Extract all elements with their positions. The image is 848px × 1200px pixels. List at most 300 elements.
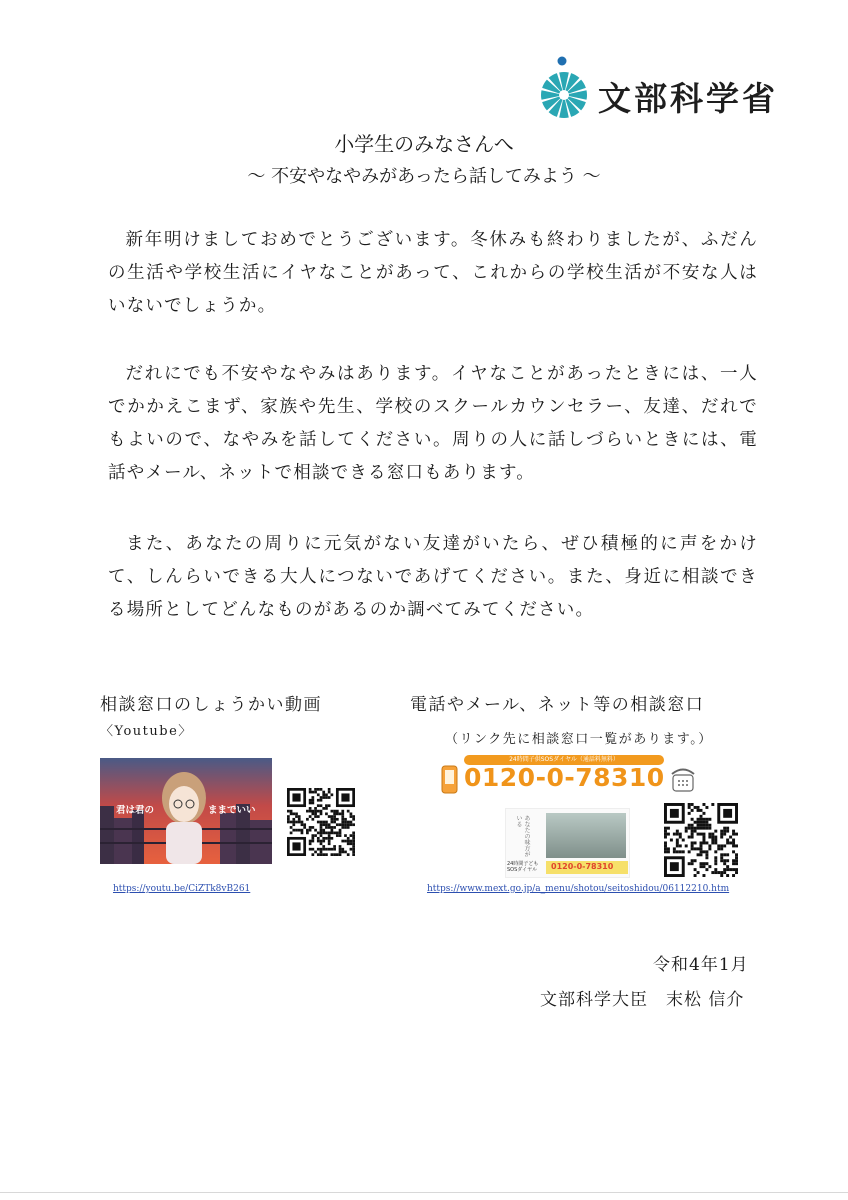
qr-finder xyxy=(292,842,300,850)
qr-module xyxy=(306,810,309,813)
qr-module xyxy=(723,853,726,856)
qr-module xyxy=(320,842,323,845)
qr-module xyxy=(705,827,708,830)
poster-tagline: あなたの味方がいる xyxy=(515,815,530,857)
qr-module xyxy=(328,796,331,799)
paragraph-advice xyxy=(108,358,758,490)
qr-module xyxy=(711,803,714,806)
qr-module xyxy=(290,810,293,813)
qr-module xyxy=(700,818,703,821)
qr-module xyxy=(298,821,301,824)
qr-module xyxy=(714,871,717,874)
qr-module xyxy=(717,847,720,850)
qr-module xyxy=(723,833,726,836)
qr-module xyxy=(292,823,295,826)
qr-module xyxy=(732,844,735,847)
qr-module xyxy=(352,832,355,835)
qr-module xyxy=(676,830,679,833)
qr-module xyxy=(726,859,729,862)
qr-module xyxy=(694,841,697,844)
qr-module xyxy=(301,821,304,824)
qr-module xyxy=(350,812,353,815)
qr-module xyxy=(344,826,347,829)
qr-module xyxy=(697,847,700,850)
qr-module xyxy=(732,868,735,871)
qr-module xyxy=(298,818,301,821)
qr-module xyxy=(322,840,325,843)
qr-module xyxy=(344,834,347,837)
qr-module xyxy=(309,842,312,845)
qr-module xyxy=(691,824,694,827)
qr-module xyxy=(336,810,339,813)
qr-module xyxy=(328,848,331,851)
qr-module xyxy=(732,839,735,842)
qr-module xyxy=(325,848,328,851)
paragraph-greeting xyxy=(108,224,758,323)
qr-module xyxy=(320,848,323,851)
qr-module xyxy=(700,847,703,850)
qr-module xyxy=(726,827,729,830)
mobile-phone-icon xyxy=(440,765,460,795)
qr-module xyxy=(314,834,317,837)
qr-module xyxy=(322,823,325,826)
qr-module xyxy=(702,824,705,827)
qr-module xyxy=(344,823,347,826)
qr-code-left[interactable] xyxy=(287,788,355,856)
qr-module xyxy=(735,862,738,865)
qr-module xyxy=(328,832,331,835)
qr-module xyxy=(339,829,342,832)
qr-module xyxy=(708,836,711,839)
qr-module xyxy=(317,848,320,851)
scan-edge-line xyxy=(0,1192,848,1193)
qr-module xyxy=(735,853,738,856)
qr-module xyxy=(700,824,703,827)
qr-module xyxy=(702,862,705,865)
qr-module xyxy=(350,848,353,851)
qr-module xyxy=(702,874,705,877)
qr-module xyxy=(317,799,320,802)
qr-module xyxy=(735,844,738,847)
qr-module xyxy=(320,788,323,791)
qr-module xyxy=(320,832,323,835)
qr-module xyxy=(711,833,714,836)
qr-module xyxy=(292,829,295,832)
qr-module xyxy=(673,850,676,853)
qr-module xyxy=(325,826,328,829)
qr-module xyxy=(352,834,355,837)
qr-module xyxy=(670,839,673,842)
qr-module xyxy=(667,847,670,850)
qr-module xyxy=(328,791,331,794)
qr-module xyxy=(717,871,720,874)
qr-module xyxy=(339,845,342,848)
qr-module xyxy=(309,815,312,818)
poster-sos-label: 24時間子ども SOSダイヤル xyxy=(507,861,539,873)
qr-module xyxy=(723,859,726,862)
qr-module xyxy=(336,832,339,835)
qr-module xyxy=(320,799,323,802)
qr-module xyxy=(691,859,694,862)
qr-module xyxy=(691,827,694,830)
qr-module xyxy=(711,841,714,844)
qr-module xyxy=(331,815,334,818)
qr-module xyxy=(333,815,336,818)
qr-module xyxy=(714,836,717,839)
qr-module xyxy=(723,830,726,833)
qr-module xyxy=(333,832,336,835)
qr-module xyxy=(664,844,667,847)
qr-module xyxy=(729,841,732,844)
qr-module xyxy=(333,848,336,851)
qr-module xyxy=(705,856,708,859)
qr-module xyxy=(290,812,293,815)
qr-module xyxy=(331,853,334,856)
qr-module xyxy=(322,791,325,794)
qr-module xyxy=(350,815,353,818)
qr-module xyxy=(714,862,717,865)
qr-module xyxy=(344,818,347,821)
thumbnail-caption-right: ままでいい xyxy=(208,805,256,816)
qr-module xyxy=(352,842,355,845)
qr-module xyxy=(339,832,342,835)
qr-module xyxy=(320,821,323,824)
qr-module xyxy=(685,830,688,833)
qr-module xyxy=(702,821,705,824)
qr-module xyxy=(298,829,301,832)
qr-module xyxy=(720,847,723,850)
qr-module xyxy=(325,793,328,796)
qr-module xyxy=(726,853,729,856)
qr-module xyxy=(708,818,711,821)
qr-module xyxy=(292,818,295,821)
qr-module xyxy=(331,832,334,835)
qr-module xyxy=(714,868,717,871)
qr-module xyxy=(309,848,312,851)
qr-module xyxy=(331,826,334,829)
qr-module xyxy=(691,841,694,844)
qr-module xyxy=(691,818,694,821)
qr-module xyxy=(726,830,729,833)
qr-module xyxy=(708,833,711,836)
qr-module xyxy=(694,806,697,809)
qr-module xyxy=(320,840,323,843)
qr-module xyxy=(352,837,355,840)
qr-module xyxy=(333,853,336,856)
qr-finder xyxy=(670,862,679,871)
qr-module xyxy=(720,844,723,847)
qr-module xyxy=(735,856,738,859)
sos-dial-poster[interactable] xyxy=(505,808,630,878)
qr-module xyxy=(352,840,355,843)
qr-module xyxy=(347,810,350,813)
qr-module xyxy=(720,859,723,862)
qr-module xyxy=(708,827,711,830)
qr-module xyxy=(320,851,323,854)
qr-module xyxy=(290,832,293,835)
qr-module xyxy=(320,796,323,799)
qr-module xyxy=(708,847,711,850)
qr-module xyxy=(711,839,714,842)
qr-module xyxy=(301,823,304,826)
qr-module xyxy=(664,830,667,833)
qr-module xyxy=(702,839,705,842)
qr-module xyxy=(333,818,336,821)
sos-dial-banner[interactable] xyxy=(440,755,696,801)
qr-module xyxy=(697,827,700,830)
qr-module xyxy=(679,850,682,853)
minister-title: 文部科学大臣 xyxy=(540,990,648,1010)
qr-module xyxy=(714,839,717,842)
qr-module xyxy=(688,862,691,865)
qr-module xyxy=(723,827,726,830)
qr-module xyxy=(720,871,723,874)
phone-number: 0120-0-78310 xyxy=(464,763,665,792)
qr-module xyxy=(325,853,328,856)
qr-module xyxy=(700,862,703,865)
qr-module xyxy=(697,871,700,874)
qr-module xyxy=(325,837,328,840)
qr-module xyxy=(714,850,717,853)
qr-module xyxy=(694,830,697,833)
qr-module xyxy=(705,868,708,871)
qr-module xyxy=(700,850,703,853)
qr-module xyxy=(314,788,317,791)
qr-module xyxy=(705,841,708,844)
qr-module xyxy=(311,834,314,837)
qr-module xyxy=(341,821,344,824)
qr-module xyxy=(292,821,295,824)
video-url-link[interactable]: https://youtu.be/CiZTk8vB261 xyxy=(113,884,251,894)
qr-module xyxy=(723,862,726,865)
qr-module xyxy=(314,815,317,818)
qr-module xyxy=(317,832,320,835)
qr-module xyxy=(697,833,700,836)
qr-module xyxy=(705,853,708,856)
qr-module xyxy=(328,826,331,829)
qr-module xyxy=(702,841,705,844)
qr-module xyxy=(328,842,331,845)
qr-module xyxy=(702,865,705,868)
qr-module xyxy=(311,799,314,802)
qr-module xyxy=(320,812,323,815)
qr-module xyxy=(682,839,685,842)
qr-module xyxy=(702,818,705,821)
qr-module xyxy=(328,837,331,840)
qr-module xyxy=(682,850,685,853)
video-section-sub: 〈Youtube〉 xyxy=(100,724,193,739)
qr-module xyxy=(691,833,694,836)
qr-module xyxy=(352,845,355,848)
qr-module xyxy=(664,836,667,839)
qr-module xyxy=(328,823,331,826)
qr-module xyxy=(664,827,667,830)
qr-module xyxy=(311,826,314,829)
qr-module xyxy=(723,868,726,871)
consult-section-heading: 電話やメール、ネット等の相談窓口 xyxy=(410,695,705,715)
qr-module xyxy=(688,836,691,839)
qr-module xyxy=(325,821,328,824)
page-title: 小学生のみなさんへ xyxy=(334,132,514,156)
qr-module xyxy=(344,851,347,854)
qr-module xyxy=(328,804,331,807)
qr-module xyxy=(347,837,350,840)
qr-module xyxy=(664,833,667,836)
qr-module xyxy=(702,850,705,853)
qr-module xyxy=(700,865,703,868)
qr-module xyxy=(688,806,691,809)
qr-module xyxy=(325,832,328,835)
paragraph-text: だれにでも不安やなやみはあります。イヤなことがあったときには、一人でかかえこまず、家族や先生、学校のスクールカウンセラー、友達、だれでもよいので、なやみを話してください。周りの人に話しづらいときには、電話やメール、ネットで相談できる窓口もあります。 xyxy=(108,364,758,483)
qr-module xyxy=(350,821,353,824)
qr-module xyxy=(714,856,717,859)
qr-module xyxy=(697,821,700,824)
mext-emblem-icon xyxy=(540,55,592,125)
qr-module xyxy=(317,815,320,818)
qr-module xyxy=(732,833,735,836)
qr-module xyxy=(320,829,323,832)
qr-module xyxy=(306,832,309,835)
qr-module xyxy=(322,853,325,856)
qr-module xyxy=(322,845,325,848)
qr-module xyxy=(341,851,344,854)
qr-code-right[interactable] xyxy=(664,803,738,877)
qr-module xyxy=(688,812,691,815)
qr-module xyxy=(708,824,711,827)
qr-module xyxy=(700,841,703,844)
qr-module xyxy=(325,807,328,810)
qr-module xyxy=(667,833,670,836)
qr-module xyxy=(350,840,353,843)
qr-module xyxy=(347,821,350,824)
qr-module xyxy=(664,841,667,844)
qr-module xyxy=(292,812,295,815)
qr-module xyxy=(350,842,353,845)
qr-module xyxy=(309,810,312,813)
qr-module xyxy=(700,815,703,818)
qr-module xyxy=(339,853,342,856)
qr-module xyxy=(688,827,691,830)
qr-module xyxy=(339,834,342,837)
qr-module xyxy=(309,826,312,829)
qr-module xyxy=(320,826,323,829)
qr-module xyxy=(314,851,317,854)
qr-module xyxy=(301,829,304,832)
qr-module xyxy=(311,810,314,813)
video-thumbnail[interactable] xyxy=(100,758,272,864)
qr-module xyxy=(694,821,697,824)
qr-module xyxy=(341,826,344,829)
qr-module xyxy=(705,824,708,827)
qr-module xyxy=(311,818,314,821)
qr-module xyxy=(328,834,331,837)
qr-module xyxy=(350,823,353,826)
qr-module xyxy=(317,821,320,824)
qr-module xyxy=(352,853,355,856)
qr-module xyxy=(679,844,682,847)
qr-module xyxy=(664,850,667,853)
qr-module xyxy=(720,874,723,877)
qr-module xyxy=(735,833,738,836)
qr-module xyxy=(311,837,314,840)
qr-module xyxy=(697,806,700,809)
qr-module xyxy=(295,829,298,832)
qr-module xyxy=(314,807,317,810)
qr-module xyxy=(694,859,697,862)
qr-module xyxy=(341,815,344,818)
qr-module xyxy=(317,793,320,796)
qr-module xyxy=(333,810,336,813)
qr-module xyxy=(350,834,353,837)
qr-module xyxy=(697,809,700,812)
qr-module xyxy=(711,836,714,839)
qr-module xyxy=(691,830,694,833)
qr-module xyxy=(339,848,342,851)
qr-module xyxy=(341,840,344,843)
mext-logo xyxy=(540,55,778,125)
qr-module xyxy=(325,796,328,799)
qr-module xyxy=(344,821,347,824)
qr-module xyxy=(720,830,723,833)
qr-module xyxy=(702,812,705,815)
mext-url-link[interactable]: https://www.mext.go.jp/a_menu/shotou/seitoshidou/06112210.htm xyxy=(427,884,730,894)
page-subtitle: ～ 不安やなやみがあったら話してみよう ～ xyxy=(247,166,601,187)
qr-module xyxy=(347,842,350,845)
qr-module xyxy=(317,804,320,807)
qr-module xyxy=(309,807,312,810)
qr-module xyxy=(691,803,694,806)
qr-finder xyxy=(292,793,300,801)
qr-module xyxy=(705,806,708,809)
qr-module xyxy=(714,830,717,833)
qr-module xyxy=(705,821,708,824)
qr-module xyxy=(347,853,350,856)
qr-module xyxy=(341,810,344,813)
qr-module xyxy=(309,829,312,832)
qr-module xyxy=(317,837,320,840)
qr-module xyxy=(322,832,325,835)
qr-module xyxy=(694,868,697,871)
qr-module xyxy=(679,833,682,836)
org-name: 文部科学省 xyxy=(598,79,778,118)
qr-module xyxy=(295,815,298,818)
qr-module xyxy=(700,809,703,812)
qr-module xyxy=(352,848,355,851)
qr-module xyxy=(322,837,325,840)
qr-module xyxy=(673,847,676,850)
qr-module xyxy=(331,818,334,821)
qr-module xyxy=(331,848,334,851)
qr-module xyxy=(705,818,708,821)
desk-phone-icon xyxy=(670,765,696,793)
qr-module xyxy=(729,868,732,871)
qr-module xyxy=(697,853,700,856)
qr-module xyxy=(287,818,290,821)
qr-module xyxy=(694,847,697,850)
qr-module xyxy=(720,833,723,836)
qr-module xyxy=(720,836,723,839)
qr-module xyxy=(290,821,293,824)
qr-module xyxy=(331,837,334,840)
qr-module xyxy=(700,853,703,856)
qr-module xyxy=(339,823,342,826)
qr-module xyxy=(700,844,703,847)
qr-module xyxy=(317,853,320,856)
qr-module xyxy=(311,791,314,794)
qr-module xyxy=(339,812,342,815)
qr-module xyxy=(314,812,317,815)
qr-module xyxy=(694,874,697,877)
